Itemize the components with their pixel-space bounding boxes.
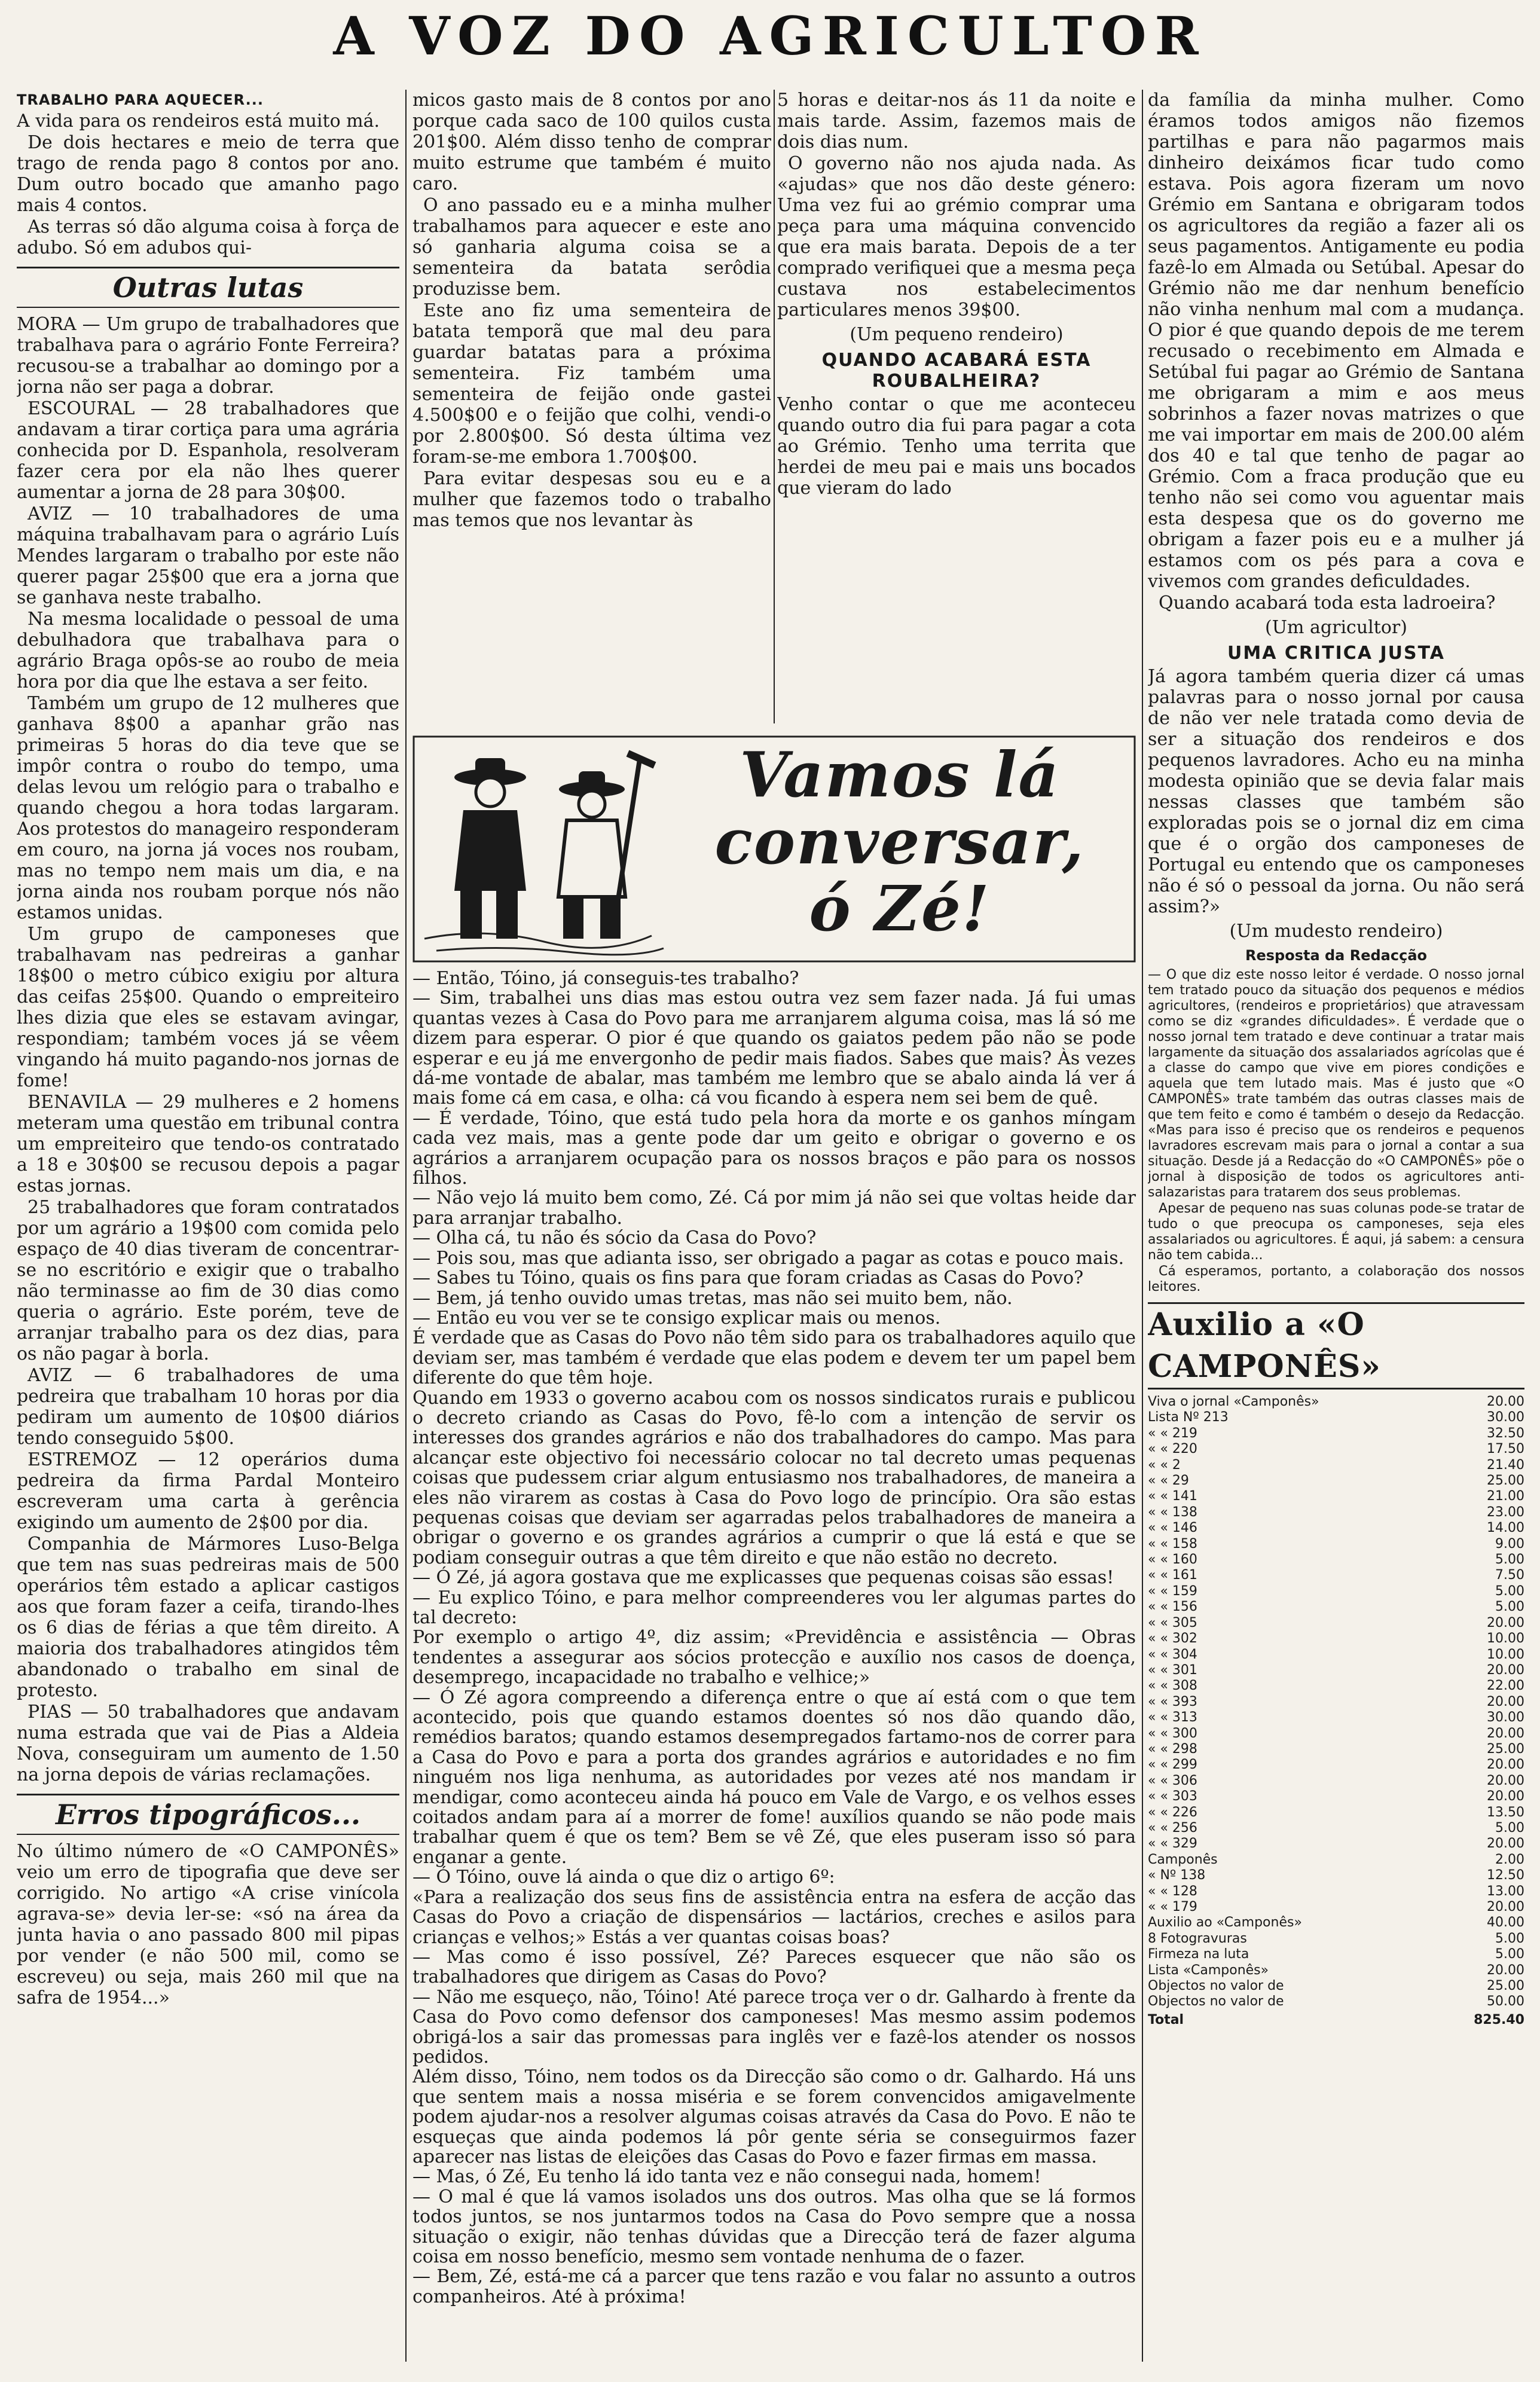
auxilio-row: [1148, 1520, 1524, 1536]
auxilio-value: 20.00: [1487, 1836, 1524, 1852]
auxilio-value: 22.00: [1487, 1678, 1524, 1694]
paragraph: ESTREMOZ — 12 operários duma pedreira da firma Pardal Monteiro escreveram uma carta à gerência exigindo um aumento de 2$00 por dia.: [17, 1449, 399, 1533]
auxilio-value: 20.00: [1487, 1757, 1524, 1773]
paragraph: Venho contar o que me aconteceu quando outro dia fui para pagar a cota ao Grémio. Tenho uma territa que herdei de meu pai e mais uns bocados que vieram do lado: [777, 394, 1136, 499]
auxilio-value: 30.00: [1487, 1410, 1524, 1425]
auxilio-label: « « 226: [1148, 1804, 1197, 1820]
paragraph: Companhia de Mármores Luso-Belga que tem nas suas pedreiras mais de 500 operários têm estado a aplicar castigos aos que foram fazer a ceifa, tirando-lhes os 6 dias de férias a que têm direito. A maioria dos trabalhadores atingidos têm abandonado o trabalho em sinal de protesto.: [17, 1534, 399, 1701]
dialog-banner: [412, 735, 1136, 963]
auxilio-row: [1148, 1678, 1524, 1694]
auxilio-label: Firmeza na luta: [1148, 1947, 1249, 1962]
paragraph: PIAS — 50 trabalhadores que andavam numa estrada que vai de Pias a Aldeia Nova, conseguiram um aumento de 1.50 na jorna depois de várias reclamações.: [17, 1702, 399, 1785]
paragraph: BENAVILA — 29 mulheres e 2 homens meteram uma questão em tribunal contra um empreiteiro que tendo-os contratado a 18 e 30$00 se recusou depois a pagar estas jornas.: [17, 1092, 399, 1196]
dialog-paragraph: — Bem, já tenho ouvido umas tretas, mas não sei muito bem, não.: [412, 1287, 1013, 1309]
auxilio-label: « « 306: [1148, 1773, 1197, 1788]
auxilio-total: [1148, 2013, 1524, 2028]
auxilio-label: « « 298: [1148, 1741, 1197, 1757]
auxilio-label: Camponês: [1148, 1852, 1218, 1867]
paragraph: Para evitar despesas sou eu e a mulher que fazemos todo o trabalho mas temos que nos levantar às: [412, 468, 771, 531]
auxilio-value: 9.00: [1495, 1536, 1524, 1552]
auxilio-label: « « 329: [1148, 1836, 1197, 1852]
auxilio-list: [1148, 1394, 1524, 2010]
auxilio-label: « « 179: [1148, 1900, 1197, 1914]
auxilio-label: « « 29: [1148, 1473, 1189, 1489]
paragraph: da família da minha mulher. Como éramos todos amigos não fizemos partilhas e para não pagarmos mais dinheiro deixámos ficar tudo como estava. Pois agora fizeram um novo Grémio em Santana e obrigaram todos os agricultores da região a fazer ali os seus pagamentos. Antigamente eu podia fazê-lo em Almada ou Setúbal. Apesar do Grémio não me dar nenhum benefício não vinha nenhum mal com a mudança. O pior é que quando depois de me terem recusado o recebimento em Almada e Setúbal fui pagar ao Grémio de Santana me obrigaram a mim e aos meus sobrinhos a fazer novas matrizes o que me vai importar em mais de 200.00 além dos 40 e tal que tenho de pagar ao Grémio. Com a fraca produção que eu tenho não sei como vou aguentar mais esta despesa que os do governo me obrigam a fazer pois eu e a mulher já estamos com os pés para a cova e vivemos com grandes deficuldades.: [1148, 90, 1524, 592]
section-head-critica: UMA CRITICA JUSTA: [1227, 643, 1445, 664]
auxilio-label: « « 393: [1148, 1694, 1197, 1709]
paragraph: Cá esperamos, portanto, a colaboração dos nossos leitores.: [1148, 1264, 1524, 1294]
auxilio-value: 13.50: [1487, 1804, 1524, 1820]
auxilio-label: « « 303: [1148, 1789, 1197, 1804]
section-head-roubalheira: QUANDO ACABARÁ ESTA ROUBALHEIRA?: [821, 350, 1092, 392]
auxilio-row: [1148, 1884, 1524, 1900]
auxilio-label: « « 299: [1148, 1757, 1197, 1773]
dialog-paragraph: — Mas, ó Zé, Eu tenho lá ido tanta vez e não consegui nada, homem!: [412, 2166, 1041, 2188]
banner-title: [664, 738, 1136, 957]
total-value: 825.40: [1474, 2012, 1524, 2027]
paragraph: AVIZ — 10 trabalhadores de uma máquina trabalhavam para o agrário Luís Mendes largaram o trabalho por este não querer pagar 25$00 que era a jorna que se ganhava neste trabalho.: [17, 503, 399, 608]
paragraph: 25 trabalhadores que foram contratados por um agrário a 19$00 com comida pelo espaço de 40 dias tiveram de concentrar-se no escritório e exigir que o trabalho não terminasse ao fim de 30 dias como queria o agrário. Este porém, teve de arranjar trabalho para os dez dias, para os não pagar à borla.: [17, 1197, 399, 1364]
dialog-paragraph: — Não me esqueço, não, Tóino! Até parece troça ver o dr. Galhardo à frente da Casa do Povo como defensor dos camponeses! Mas mesmo assim podemos obrigá-los a sair das promessas para inglês ver e fazê-los atender os nossos pedidos.: [412, 1986, 1136, 2068]
auxilio-value: 20.00: [1487, 1900, 1524, 1914]
dialog-paragraph: Por exemplo o artigo 4º, diz assim; «Previdência e assistência — Obras tendentes a assegurar aos sócios protecção e auxílio nos casos de doença, desemprego, incapacidade no trabalho e velhice;»: [412, 1627, 1136, 1688]
auxilio-row: [1148, 1978, 1524, 1994]
paragraph: 5 horas e deitar-nos ás 11 da noite e mais tarde. Assim, fazemos mais de dois dias num.: [777, 90, 1136, 152]
auxilio-value: 50.00: [1487, 1994, 1524, 2010]
auxilio-value: 5.00: [1495, 1552, 1524, 1568]
auxilio-label: « « 2: [1148, 1457, 1181, 1473]
auxilio-row: [1148, 1836, 1524, 1852]
dialog-paragraph: — Bem, Zé, está-me cá a parcer que tens razão e vou falar no assunto a outros companheiros. Até à próxima!: [412, 2266, 1136, 2307]
paragraph: Já agora também queria dizer cá umas palavras para o nosso jornal por causa de não ver nele tratada como devia de ser a situação dos rendeiros e dos pequenos lavradores. Acho eu na minha modesta opinião que se devia falar mais nessas classes que também são exploradas pois se o jornal diz em cima que é o orgão dos camponeses de Portugal eu entendo que os camponeses não é só o pessoal da jorna. Ou não será assim?»: [1148, 666, 1524, 917]
kicker-trabalho: TRABALHO PARA AQUECER...: [17, 91, 264, 108]
dialog-paragraph: — Então eu vou ver se te consigo explicar mais ou menos.: [412, 1307, 941, 1329]
paragraph: O governo não nos ajuda nada. As «ajudas» que nos dão deste género: Uma vez fui ao grémio comprar uma peça para uma máquina convencido que era mais barata. Depois de a ter comprado verifiquei que a mesma peça custava nos estabelecimentos particulares menos 39$00.: [777, 153, 1136, 320]
dialog-paragraph: Além disso, Tóino, nem todos os da Direcção são como o dr. Galhardo. Há uns que sentem mais a nossa miséria e se forem convencidos amigavelmente podem ajudar-nos a resolver algumas coisas através da Casa do Povo. E não te esqueças que ainda podemos lá pôr gente séria se conseguirmos fazer aparecer nas listas de eleições das Casas do Povo e fazer firmas em massa.: [412, 2066, 1136, 2167]
auxilio-row: [1148, 1821, 1524, 1836]
auxilio-row: [1148, 1426, 1524, 1442]
column-divider: [1142, 90, 1143, 2362]
dialog-paragraph: — Não vejo lá muito bem como, Zé. Cá por mim já não sei que voltas heide dar para arranjar trabalho.: [412, 1187, 1136, 1229]
auxilio-value: 20.00: [1487, 1394, 1524, 1409]
auxilio-row: [1148, 1757, 1524, 1773]
paragraph: Na mesma localidade o pessoal de uma debulhadora que trabalhava para o agrário Braga opôs-se ao roubo de meia hora por dia que lhe estava a ser feito.: [17, 609, 399, 692]
auxilio-value: 14.00: [1487, 1520, 1524, 1536]
auxilio-row: [1148, 1789, 1524, 1804]
auxilio-value: 13.00: [1487, 1883, 1524, 1899]
auxilio-value: 21.40: [1487, 1457, 1524, 1473]
auxilio-value: 20.00: [1487, 1789, 1524, 1804]
auxilio-row: [1148, 1552, 1524, 1568]
signature: (Um mudesto rendeiro): [1229, 921, 1443, 942]
banner-line: Vamos lá: [740, 738, 1060, 811]
auxilio-value: 23.00: [1487, 1504, 1524, 1520]
auxilio-value: 25.00: [1487, 1473, 1524, 1489]
paragraph: A vida para os rendeiros está muito má.: [17, 111, 380, 132]
auxilio-row: [1148, 1931, 1524, 1947]
dialog-paragraph: — É verdade, Tóino, que está tudo pela hora da morte e os ganhos míngam cada vez mais, mas a gente pode dar um geito e obrigar o governo e os agrários a arranjarem ocupação para os nossos braços e pão para os nossos filhos.: [412, 1107, 1136, 1189]
auxilio-value: 12.50: [1487, 1868, 1524, 1883]
auxilio-row: [1148, 1505, 1524, 1520]
auxilio-row: [1148, 1994, 1524, 2010]
auxilio-label: « « 156: [1148, 1599, 1197, 1615]
auxilio-label: « « 313: [1148, 1710, 1197, 1726]
signature: (Um pequeno rendeiro): [850, 324, 1064, 345]
auxilio-row: [1148, 1900, 1524, 1915]
auxilio-row: [1148, 1473, 1524, 1489]
auxilio-value: 21.00: [1487, 1489, 1524, 1504]
auxilio-label: Lista «Camponês»: [1148, 1962, 1269, 1978]
auxilio-label: Objectos no valor de: [1148, 1978, 1284, 1994]
auxilio-row: [1148, 1631, 1524, 1647]
auxilio-label: 8 Fotogravuras: [1148, 1931, 1247, 1946]
auxilio-label: « « 146: [1148, 1520, 1197, 1536]
paragraph: ESCOURAL — 28 trabalhadores que andavam a tirar cortiça para uma agrária conhecida por D. Espanhola, resolveram fazer cera por ela não lhes querer aumentar a jorna de 28 para 30$00.: [17, 398, 399, 503]
dialog-paragraph: — Sim, trabalhei uns dias mas estou outra vez sem fazer nada. Já fui umas quantas vezes à Casa do Povo para me arranjarem alguma coisa, mas lá só me dizem para esperar. O pior é que quando os gaiatos pedem pão não se pode esperar e eu já me envergonho de pedir mais fiados. Sabes que mais? Às vezes dá-me vontade de abalar, mas também me lembro que se abalo ainda lá ver á mais fome cá em casa, e olha: cá vou ficando à espera nem sei bem de quê.: [412, 988, 1136, 1109]
dialog-article: [412, 969, 1136, 2368]
auxilio-value: 10.00: [1487, 1631, 1524, 1647]
auxilio-label: « Nº 138: [1148, 1868, 1206, 1883]
auxilio-row: [1148, 1647, 1524, 1663]
auxilio-label: « « 160: [1148, 1552, 1197, 1568]
auxilio-row: [1148, 1963, 1524, 1978]
paragraph: Apesar de pequeno nas suas colunas pode-se tratar de tudo o que preocupa os camponeses, seja eles assalariados ou agricultores. É aqui, já sabem: a censura não tem cabida...: [1148, 1201, 1524, 1263]
paragraph: Também um grupo de 12 mulheres que ganhava 8$00 a apanhar grão nas primeiras 5 horas do dia teve que se impôr contra o roubo do tempo, uma delas levou um relógio para o trabalho e quando chegou a hora todas largaram. Aos protestos do manageiro responderam em couro, na jorna já voces nos roubam, mas no tempo nem mais um dia, e na jorna ainda nos roubam porque nós não estamos unidas.: [17, 693, 399, 923]
auxilio-value: 5.00: [1495, 1931, 1524, 1946]
auxilio-value: 20.00: [1487, 1962, 1524, 1978]
column-1: [17, 90, 399, 2374]
auxilio-value: 20.00: [1487, 1773, 1524, 1788]
paragraph: Um grupo de camponeses que trabalhavam nas pedreiras a ganhar 18$00 o metro cúbico exigiu por altura das ceifas 25$00. Quando o empreiteiro lhes dizia que eles se estavam avingar, respondiam; também voces já se vêem vingando há muito pagando-nos jornas de fome!: [17, 924, 399, 1091]
paragraph: No último número de «O CAMPONÊS» veio um erro de tipografia que deve ser corrigido. No artigo «A crise vinícola agrava-se» devia ler-se: «só na área da junta havia o ano passado 800 mil pipas por vender (e não 500 mil, como se escreveu) ou seja, mais 260 mil que na safra de 1954...»: [17, 1841, 399, 2008]
section-head-outras-lutas: Outras lutas: [17, 267, 399, 308]
paragraph: O ano passado eu e a minha mulher trabalhamos para aquecer e este ano só ganharia alguma coisa se a sementeira da batata serôdia produzisse bem.: [412, 195, 771, 300]
auxilio-value: 17.50: [1487, 1442, 1524, 1457]
auxilio-row: [1148, 1458, 1524, 1473]
auxilio-label: « « 300: [1148, 1726, 1197, 1741]
auxilio-label: Objectos no valor de: [1148, 1994, 1284, 2010]
auxilio-row: [1148, 1663, 1524, 1678]
auxilio-label: « « 159: [1148, 1583, 1197, 1599]
auxilio-value: 5.00: [1495, 1947, 1524, 1962]
auxilio-row: [1148, 1394, 1524, 1410]
auxilio-row: [1148, 1710, 1524, 1726]
auxilio-row: [1148, 1489, 1524, 1504]
auxilio-label: « « 138: [1148, 1504, 1197, 1520]
dialog-paragraph: — Então, Tóino, já conseguis-tes trabalho?: [412, 969, 799, 989]
dialog-paragraph: — Ó Tóino, ouve lá ainda o que diz o artigo 6º:: [412, 1867, 835, 1888]
dialog-paragraph: — Sabes tu Tóino, quais os fins para que foram criadas as Casas do Povo?: [412, 1268, 1084, 1289]
auxilio-label: « « 302: [1148, 1631, 1197, 1647]
auxilio-label: « « 220: [1148, 1442, 1197, 1457]
auxilio-label: « « 305: [1148, 1615, 1197, 1630]
dialog-paragraph: «Para a realização dos seus fins de assistência entra na esfera de acção das Casas do Povo a criação de dispensários — lactários, creches e asilos para crianças e velhos;» Estás a ver quantas coisas boas?: [412, 1886, 1136, 1948]
section-head-erros: Erros tipográficos...: [17, 1794, 399, 1835]
paragraph: AVIZ — 6 trabalhadores de uma pedreira que trabalham 10 horas por dia pediram um aumento de 10$00 diários tendo conseguido 5$00.: [17, 1365, 399, 1449]
auxilio-label: « « 308: [1148, 1678, 1197, 1694]
auxilio-label: « « 219: [1148, 1425, 1197, 1441]
paragraph: Este ano fiz uma sementeira de batata temporã que mal deu para guardar batatas para a próxima sementeira. Fiz também uma sementeira de feijão onde gastei 4.500$00 e o feijão que colhi, vendi-o por 2.800$00. Só desta última vez foram-se-me embora 1.700$00.: [412, 300, 771, 468]
dialog-paragraph: É verdade que as Casas do Povo não têm sido para os trabalhadores aquilo que deviam ser, mas também é verdade que elas podem e devem ter um papel bem diferente do que têm hoje.: [412, 1327, 1136, 1389]
auxilio-value: 5.00: [1495, 1820, 1524, 1836]
signature: (Um agricultor): [1265, 617, 1407, 638]
auxilio-value: 20.00: [1487, 1694, 1524, 1709]
column-2: [412, 90, 771, 723]
column-3: [777, 90, 1136, 723]
auxilio-value: 5.00: [1495, 1599, 1524, 1615]
section-head-resposta: Resposta da Redacção: [1245, 947, 1428, 964]
auxilio-value: 7.50: [1495, 1568, 1524, 1583]
auxilio-row: [1148, 1742, 1524, 1757]
auxilio-value: 20.00: [1487, 1615, 1524, 1630]
banner-line: conversar,: [714, 805, 1085, 878]
auxilio-value: 30.00: [1487, 1710, 1524, 1726]
total-label: Total: [1148, 2012, 1184, 2027]
auxilio-value: 20.00: [1487, 1726, 1524, 1741]
dialog-paragraph: — Ó Zé, já agora gostava que me explicasses que pequenas coisas são essas!: [412, 1567, 1114, 1589]
auxilio-row: [1148, 1568, 1524, 1583]
auxilio-label: Lista Nº 213: [1148, 1410, 1229, 1425]
paragraph: MORA — Um grupo de trabalhadores que trabalhava para o agrário Fonte Ferreira? recusou-se a trabalhar ao domingo por a jorna não ser paga a dobrar.: [17, 314, 399, 398]
paragraph: De dois hectares e meio de terra que trago de renda pago 8 contos por ano. Dum outro bocado que amanho pago mais 4 contos.: [17, 132, 399, 216]
auxilio-value: 32.50: [1487, 1425, 1524, 1441]
auxilio-label: « « 256: [1148, 1820, 1197, 1836]
dialog-paragraph: — Mas como é isso possível, Zé? Pareces esquecer que não são os trabalhadores que dirigem as Casas do Povo?: [412, 1946, 1136, 1988]
paragraph: As terras só dão alguma coisa à força de adubo. Só em adubos qui-: [17, 216, 399, 258]
auxilio-row: [1148, 1599, 1524, 1615]
auxilio-label: « « 161: [1148, 1568, 1197, 1583]
column-divider: [405, 90, 407, 2362]
section-head-auxilio: Auxilio a «O CAMPONÊS»: [1148, 1302, 1524, 1390]
dialog-paragraph: — Ó Zé agora compreendo a diferença entre o que aí está com o que tem acontecido, pois que quando estamos doentes só nos dão quando dão, remédios baratos; quando estamos desempregados fartamo-nos de correr para a Casa do Povo e para a porta dos grandes agrários e autoridades e no fim ninguém nos liga nenhuma, as autoridades por vezes até nos mandam ir mendigar, como aconteceu ainda há pouco em Vale de Vargo, e os velhos esses coitados andam para aí a morrer de fome! auxílios quando se não pode mais trabalhar quem é que os tem? Bem se vê Zé, que eles puseram isso só para enganar a gente.: [412, 1687, 1136, 1868]
auxilio-value: 25.00: [1487, 1741, 1524, 1757]
auxilio-row: [1148, 1584, 1524, 1599]
auxilio-row: [1148, 1442, 1524, 1457]
paragraph: — O que diz este nosso leitor é verdade. O nosso jornal tem tratado pouco da situação dos pequenos e médios agricultores, (rendeiros e proprietários) que atravessam como se diz «grandes dificuldades». É verdade que o nosso jornal tem tratado e deve continuar a tratar mais largamente da situação dos assalariados agrícolas que é a classe do campo que vive em piores condições e aquela que tem lutado mais. Mas é justo que «O CAMPONÊS» trate também das outras classes mais de que tem feito e como é também o desejo da Redacção. «Mas para isso é preciso que os rendeiros e pequenos lavradores escrevam mais para o jornal a contar a sua situação. Desde já a Redacção do «O CAMPONÊS» põe o jornal à disposição de todos os agricultores anti-salazaristas para tratarem dos seus problemas.: [1148, 967, 1524, 1200]
auxilio-row: [1148, 1852, 1524, 1868]
auxilio-row: [1148, 1915, 1524, 1931]
auxilio-value: 25.00: [1487, 1978, 1524, 1994]
auxilio-row: [1148, 1694, 1524, 1710]
auxilio-row: [1148, 1726, 1524, 1742]
auxilio-row: [1148, 1410, 1524, 1425]
auxilio-label: « « 141: [1148, 1489, 1197, 1504]
masthead-title: A VOZ DO AGRICULTOR: [333, 5, 1207, 67]
banner-line: ó Zé!: [809, 872, 991, 945]
auxilio-value: 40.00: [1487, 1915, 1524, 1931]
auxilio-label: « « 301: [1148, 1662, 1197, 1678]
auxilio-value: 2.00: [1495, 1852, 1524, 1867]
dialog-paragraph: — Olha cá, tu não és sócio da Casa do Povo?: [412, 1227, 817, 1249]
auxilio-row: [1148, 1868, 1524, 1883]
auxilio-label: « « 158: [1148, 1536, 1197, 1552]
auxilio-label: « « 304: [1148, 1647, 1197, 1662]
dialog-paragraph: — Eu explico Tóino, e para melhor compreenderes vou ler algumas partes do tal decreto:: [412, 1587, 1136, 1628]
auxilio-value: 20.00: [1487, 1662, 1524, 1678]
auxilio-label: Auxilio ao «Camponês»: [1148, 1915, 1302, 1931]
dialog-paragraph: Quando em 1933 o governo acabou com os nossos sindicatos rurais e publicou o decreto criando as Casas do Povo, fê-lo com a intenção de servir os interesses dos grandes agrários e não dos trabalhadores do campo. Mas para alcançar este objectivo foi necessário colocar no tal decreto umas pequenas coisas que pudessem criar algum entusiasmo nos trabalhadores, de maneira a eles não virarem as costas à Casa do Povo logo de princípio. Ora são estas pequenas coisas que deviam ser agarradas pelos trabalhadores de maneira a obrigar o governo e os grandes agrários a cumprir o que lá está e que se podiam conseguir outras a que têm direito e que não estão no decreto.: [412, 1387, 1136, 1568]
auxilio-row: [1148, 1805, 1524, 1821]
auxilio-row: [1148, 1537, 1524, 1552]
column-divider: [774, 90, 775, 723]
dialog-paragraph: — Pois sou, mas que adianta isso, ser obrigado a pagar as cotas e pouco mais.: [412, 1247, 1125, 1269]
auxilio-row: [1148, 1773, 1524, 1789]
auxilio-row: [1148, 1947, 1524, 1962]
column-4: [1148, 90, 1524, 2374]
auxilio-value: 5.00: [1495, 1583, 1524, 1599]
paragraph: micos gasto mais de 8 contos por ano porque cada saco de 100 quilos custa 201$00. Além disso tenho de comprar muito estrume que também é muito caro.: [412, 90, 771, 194]
auxilio-label: « « 128: [1148, 1883, 1197, 1899]
auxilio-row: [1148, 1616, 1524, 1631]
auxilio-label: Viva o jornal «Camponês»: [1148, 1394, 1319, 1409]
auxilio-value: 10.00: [1487, 1647, 1524, 1662]
paragraph: Quando acabará toda esta ladroeira?: [1159, 593, 1496, 613]
dialog-paragraph: — O mal é que lá vamos isolados uns dos outros. Mas olha que se lá formos todos juntos, se nos juntarmos todos na Casa do Povo sempre que a nossa situação o exigir, não tenhas dúvidas que a Direcção terá de fazer alguma coisa em nosso benefício, mesmo sem vontade nenhuma de o fazer.: [412, 2186, 1136, 2267]
